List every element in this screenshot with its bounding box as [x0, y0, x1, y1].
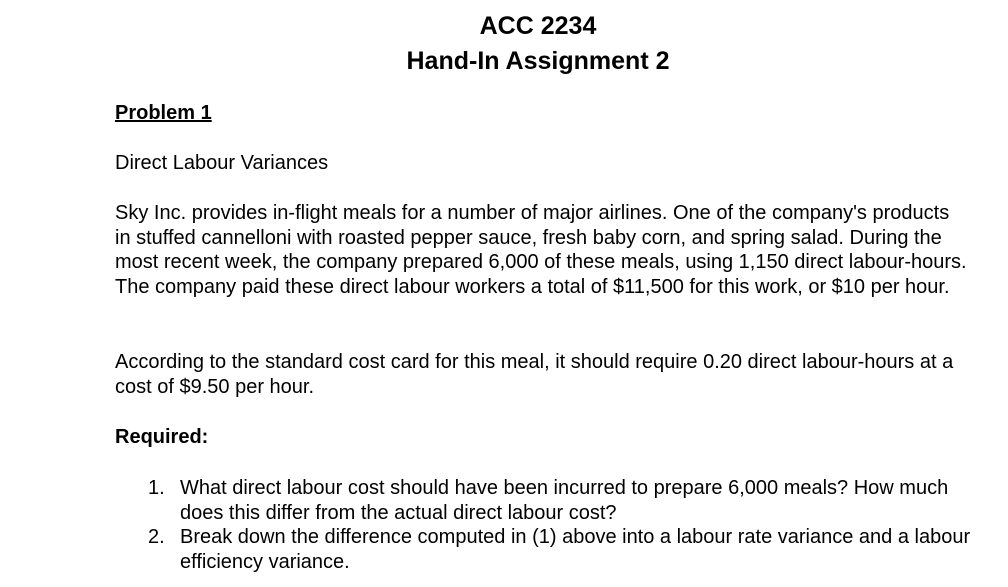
question-number: 1. [148, 477, 165, 499]
problem-topic: Direct Labour Variances [115, 152, 329, 174]
question-text: Break down the difference computed in (1) above into a labour rate variance and a labour efficiency variance. [180, 526, 971, 574]
problem-paragraph-1: Sky Inc. provides in-flight meals for a number of major airlines. One of the company's products in stuffed cannelloni with roasted pepper sauce, fresh baby corn, and spring salad. During the most recent week, the company prepared 6,000 of these meals, using 1,150 direct labour-hours. The company paid these direct labour workers a total of $11,500 for this work, or $10 per hour. [115, 202, 967, 299]
question-list [115, 476, 975, 575]
course-title: ACC 2234 [479, 12, 597, 40]
assignment-title: Hand-In Assignment 2 [406, 47, 670, 75]
problem-heading: Problem 1 [115, 102, 212, 124]
question-item [115, 525, 975, 574]
question-text: What direct labour cost should have been incurred to prepare 6,000 meals? How much does this differ from the actual direct labour cost? [180, 477, 949, 524]
problem-paragraph-2: According to the standard cost card for this meal, it should require 0.20 direct labour-hours at a cost of $9.50 per hour. [115, 351, 954, 398]
question-number: 2. [148, 526, 165, 549]
required-label: Required: [115, 426, 209, 448]
question-item [115, 476, 975, 525]
